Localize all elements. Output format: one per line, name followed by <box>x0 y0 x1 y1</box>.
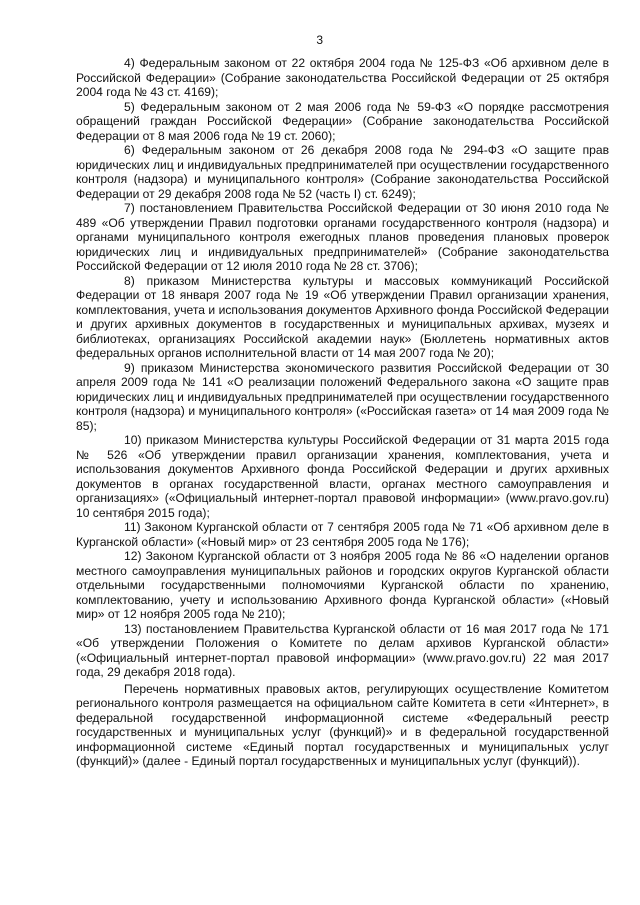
list-item: 4) Федеральным законом от 22 октября 2004 года № 125-ФЗ «Об архивном деле в Российской Федерации» (Собрание законодательства Российской Федерации от 25 октября 2004 года № 43 ст. 4169); <box>76 56 609 99</box>
list-item: 8) приказом Министерства культуры и массовых коммуникаций Российской Федерации от 18 января 2007 года № 19 «Об утверждении Правил организации хранения, комплектования, учета и использования документов Архивного фонда Российской Федерации и других архивных документов в государственных и муниципальных архивах, музеях и библиотеках, организациях Российской академии наук» (Бюллетень нормативных актов федеральных органов исполнительной власти от 14 мая 2007 года № 20); <box>76 273 609 360</box>
list-item: 6) Федеральным законом от 26 декабря 2008 года № 294-ФЗ «О защите прав юридических лиц и индивидуальных предпринимателей при осуществлении государственного контроля (надзора) и муниципального контроля» (Собрание законодательства Российской Федерации от 29 декабря 2008 года № 52 (часть I) ст. 6249); <box>76 143 609 201</box>
list-item: 10) приказом Министерства культуры Российской Федерации от 31 марта 2015 года № 526 «Об утверждении правил организации хранения, комплектования, учета и использования документов Архивного фонда Российской Федерации и других архивных документов в органах государственной власти, органах местного самоуправления и организациях» («Официальный интернет-портал правовой информации» (www.pravo.gov.ru) 10 сентября 2015 года); <box>76 433 609 520</box>
document-body <box>76 56 609 769</box>
list-item: 9) приказом Министерства экономического развития Российской Федерации от 30 апреля 2009 года № 141 «О реализации положений Федерального закона «О защите прав юридических лиц и индивидуальных предпринимателей при осуществлении государственного контроля (надзора) и муниципального контроля» («Российская газета» от 14 мая 2009 года № 85); <box>76 360 609 433</box>
list-item: 7) постановлением Правительства Российской Федерации от 30 июня 2010 года № 489 «Об утверждении Правил подготовки органами государственного контроля (надзора) и органами муниципального контроля ежегодных планов проведения плановых проверок юридических лиц и индивидуальных предпринимателей» (Собрание законодательства Российской Федерации от 12 июля 2010 года № 28 ст. 3706); <box>76 201 609 273</box>
list-item: 11) Законом Курганской области от 7 сентября 2005 года № 71 «Об архивном деле в Курганской области» («Новый мир» от 23 сентября 2005 года № 176); <box>76 520 609 549</box>
list-item: 12) Законом Курганской области от 3 ноября 2005 года № 86 «О наделении органов местного самоуправления муниципальных районов и городских округов Курганской области отдельными государственными полномочиями Курганской области по хранению, комплектованию, учету и использованию Архивного фонда Курганской области» («Новый мир» от 12 ноября 2005 года № 210); <box>76 549 609 621</box>
page-number: 3 <box>316 33 324 47</box>
list-item: 13) постановлением Правительства Курганской области от 16 мая 2017 года № 171 «Об утверждении Положения о Комитете по делам архивов Курганской области» («Официальный интернет-портал правовой информации» (www.pravo.gov.ru) 22 мая 2017 года, 29 декабря 2018 года). <box>76 621 609 679</box>
list-item: 5) Федеральным законом от 2 мая 2006 года № 59-ФЗ «О порядке рассмотрения обращений граждан Российской Федерации» (Собрание законодательства Российской Федерации от 8 мая 2006 года № 19 ст. 2060); <box>76 99 609 143</box>
closing-paragraph: Перечень нормативных правовых актов, регулирующих осуществление Комитетом регионального контроля размещается на официальном сайте Комитета в сети «Интернет», в федеральной государственной информационной системе «Федеральный реестр государственных и муниципальных услуг (функций)» и в федеральной государственной информационной системе «Единый портал государственных и муниципальных услуг (функций)» (далее - Единый портал государственных и муниципальных услуг (функций)). <box>76 681 609 768</box>
